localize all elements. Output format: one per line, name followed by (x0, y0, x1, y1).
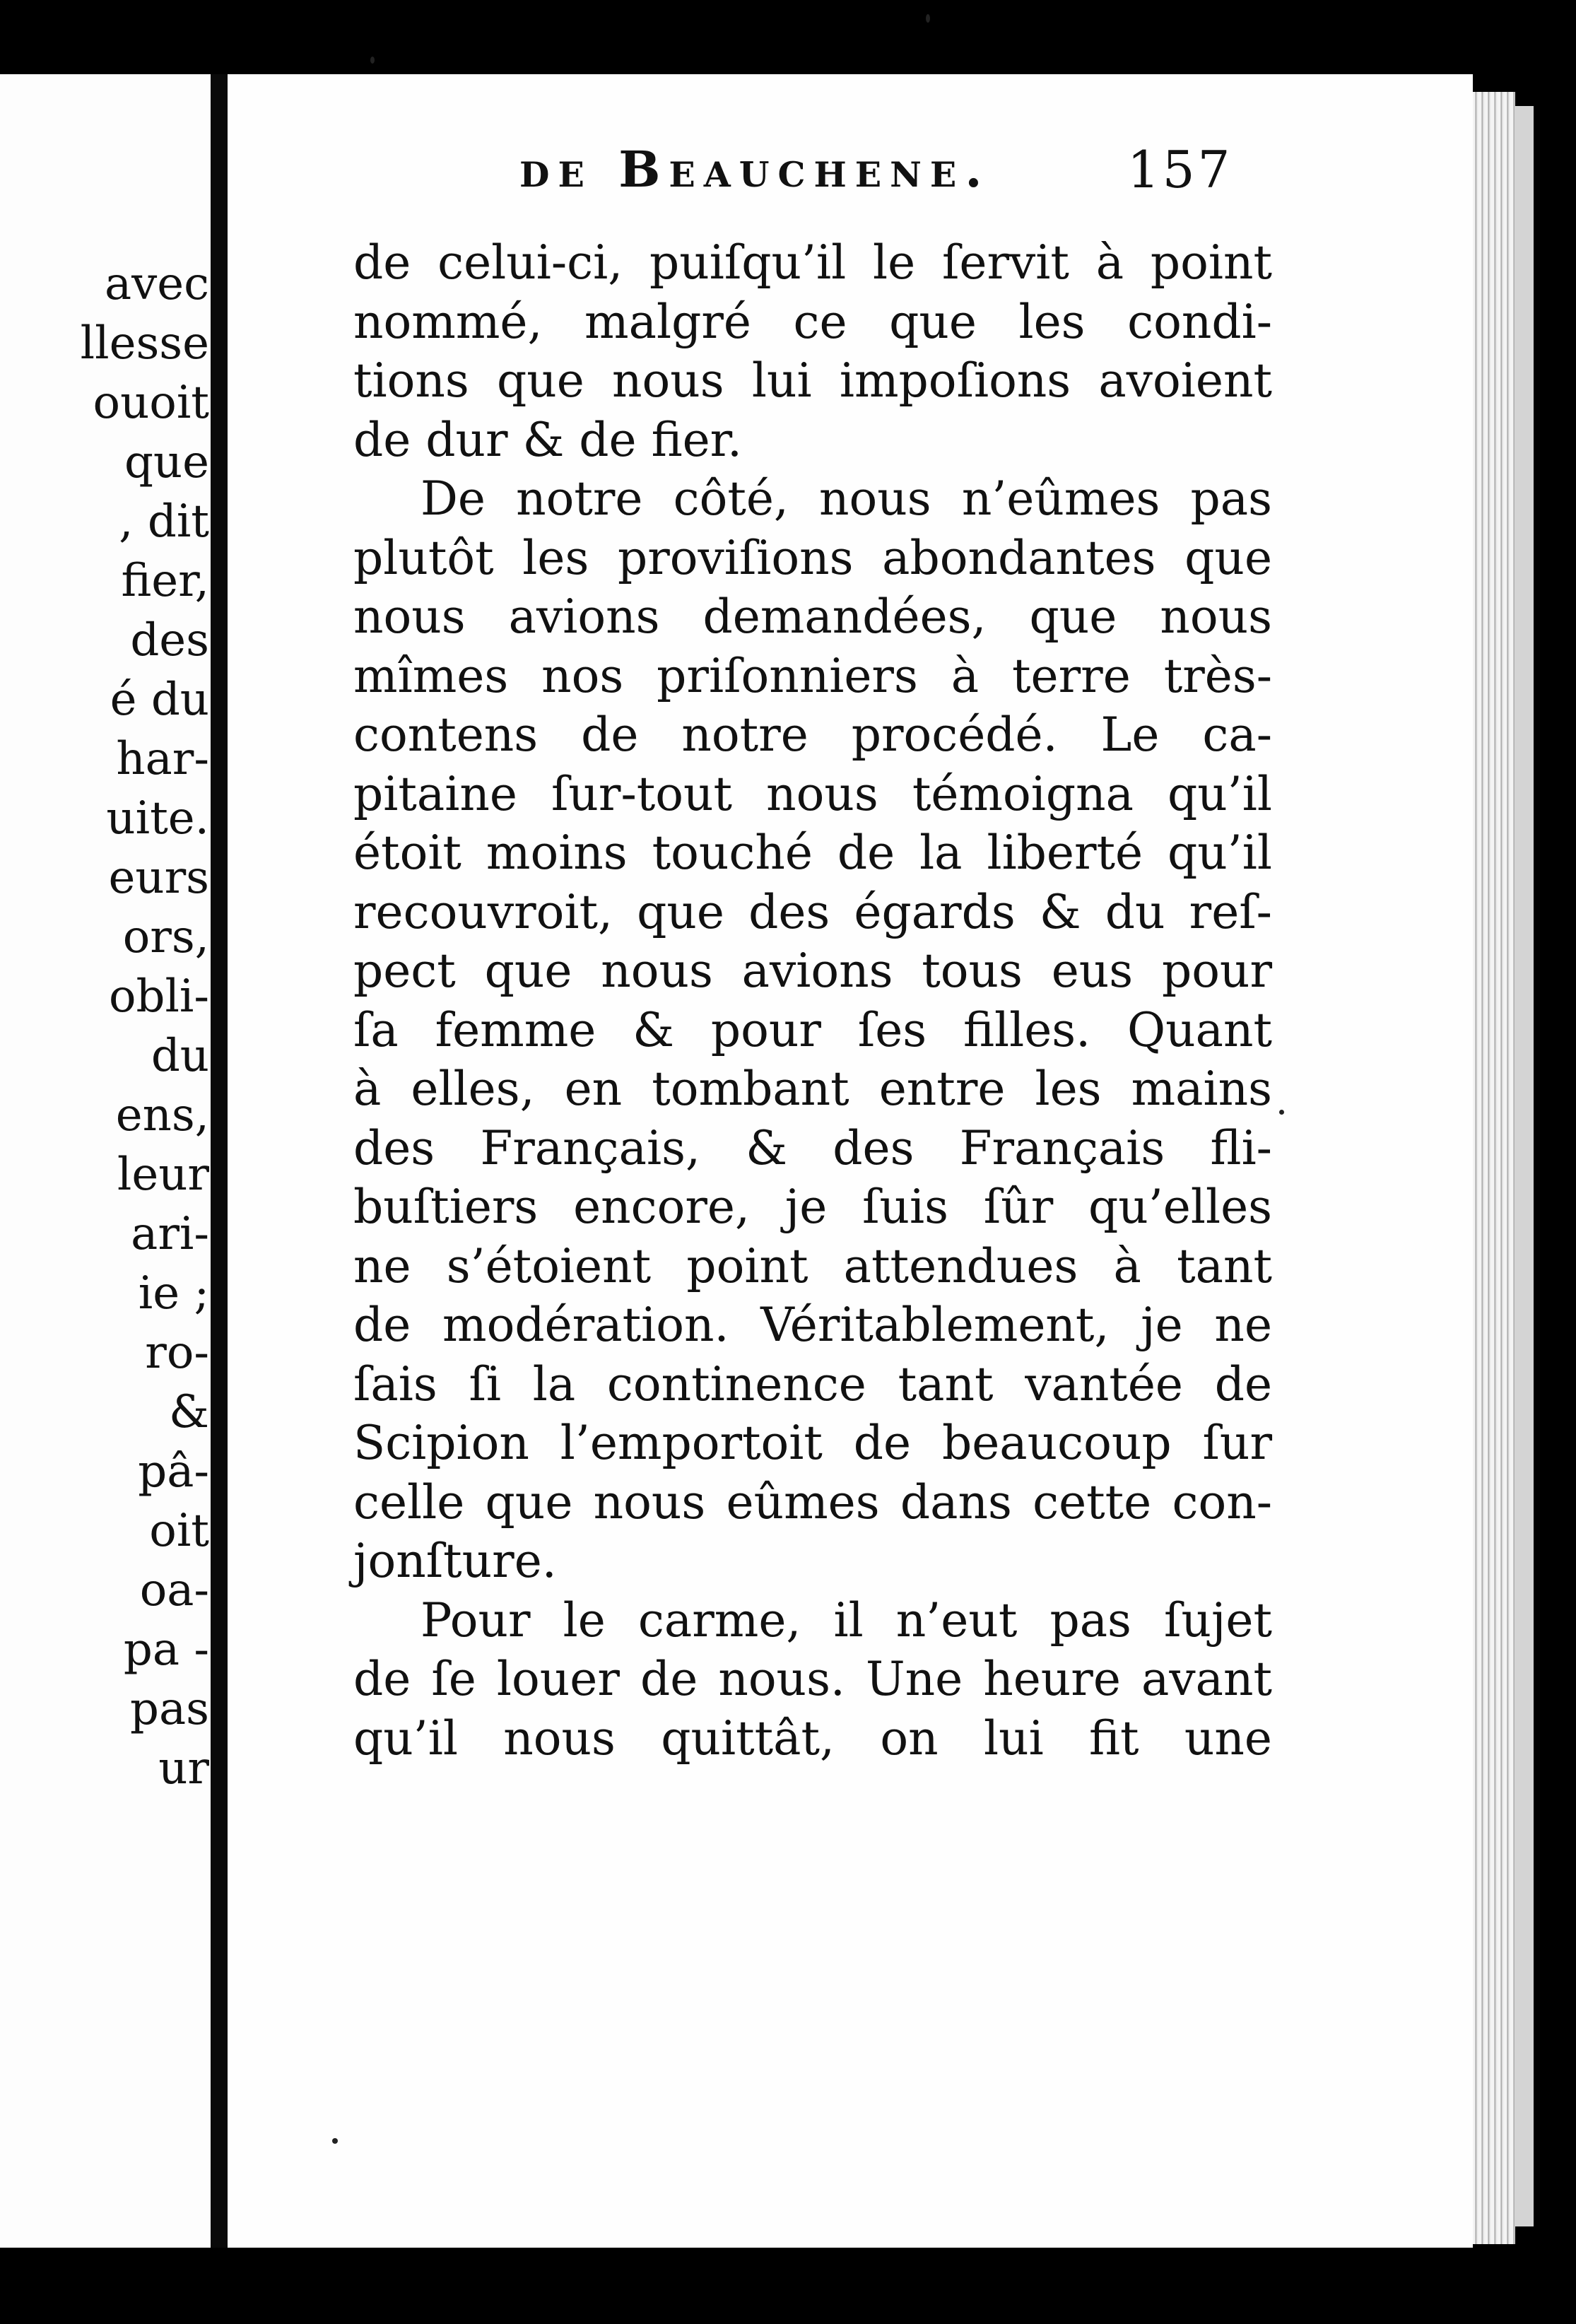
text-line: jonſture. (353, 1534, 557, 1588)
left-line: eurs (108, 852, 209, 904)
left-line: oa- (139, 1564, 209, 1616)
left-line: ur (158, 1742, 209, 1795)
text-line: qu’il nous quittât, on lui fit une (353, 1710, 1272, 1766)
text-line: contens de notre procédé. Le ca- (353, 708, 1272, 762)
text-line: pitaine ſur-tout nous témoigna qu’il (353, 766, 1272, 821)
text-line: mîmes nos priſonniers à terre très- (353, 648, 1272, 703)
left-line: ens, (115, 1089, 209, 1142)
left-line: ari- (131, 1208, 209, 1260)
left-line: har- (116, 733, 209, 785)
text-line: à elles, en tombant entre les mains (353, 1062, 1272, 1116)
running-head (293, 140, 1233, 204)
left-line: uite. (106, 792, 209, 845)
paper-speck (1279, 1110, 1284, 1115)
left-line: , dit (119, 495, 209, 548)
text-line: étoit moins touché de la liberté qu’il (353, 826, 1272, 880)
text-line: Pour le carme, il n’eut pas ſujet (421, 1592, 1272, 1648)
left-line: llesse (80, 317, 209, 370)
left-line: & (169, 1386, 209, 1438)
paper-speck (370, 57, 375, 64)
left-page-text (81, 254, 209, 1798)
left-line: du (151, 1030, 209, 1082)
text-line: de dur & de fier. (353, 412, 742, 467)
text-line: celle que nous eûmes dans cette con- (353, 1474, 1272, 1530)
page-edges (1473, 92, 1515, 2244)
text-line: Scipion l’emportoit de beaucoup ſur (353, 1416, 1272, 1470)
text-line: de celui-ci, puiſqu’il le ſervit à point (353, 235, 1272, 290)
text-line: ſais ſi la continence tant vantée de (353, 1356, 1272, 1412)
page-body-text (353, 233, 1272, 1768)
paper-speck (926, 14, 930, 23)
left-line: oit (149, 1505, 209, 1557)
left-line: pa - (123, 1624, 209, 1676)
left-line: pas (130, 1683, 209, 1735)
text-line: plutôt les proviſions abondantes que (353, 530, 1272, 585)
left-line: fier, (121, 555, 209, 607)
left-line: ro- (145, 1327, 209, 1379)
text-line: De notre côté, nous n’eûmes pas (421, 471, 1272, 526)
text-line: de ſe louer de nous. Une heure avant (353, 1652, 1272, 1706)
text-line: nous avions demandées, que nous (353, 589, 1272, 644)
text-line: pect que nous avions tous eus pour (353, 944, 1272, 998)
left-line: avec (104, 258, 209, 310)
text-line: des Français, & des Français fli- (353, 1120, 1272, 1175)
text-line: de modération. Véritablement, je ne (353, 1298, 1272, 1352)
page-number: 157 (1127, 140, 1233, 199)
book-gutter (211, 74, 228, 2248)
text-line: ſa femme & pour ſes filles. Quant (353, 1002, 1272, 1057)
paper-speck (332, 2138, 338, 2144)
left-facing-page (0, 74, 211, 2248)
text-line: recouvroit, que des égards & du reſ- (353, 884, 1272, 939)
text-line: tions que nous lui impoſions avoient (353, 353, 1272, 408)
text-line: buſtiers encore, je ſuis ſûr qu’elles (353, 1180, 1272, 1234)
left-line: ors, (122, 911, 209, 963)
left-line: ouoit (93, 377, 209, 429)
page-edge-shadow (1515, 106, 1534, 2226)
running-title: de Beauchene. (519, 140, 991, 199)
left-line: que (124, 436, 209, 488)
left-line: ie ; (138, 1267, 209, 1320)
left-line: obli- (108, 970, 209, 1023)
left-line: des (130, 614, 209, 667)
left-line: é du (110, 674, 209, 726)
left-line: pâ- (138, 1445, 209, 1498)
left-line: leur (117, 1149, 209, 1201)
text-line: nommé, malgré ce que les condi- (353, 294, 1272, 349)
text-line: ne s’étoient point attendues à tant (353, 1238, 1272, 1293)
